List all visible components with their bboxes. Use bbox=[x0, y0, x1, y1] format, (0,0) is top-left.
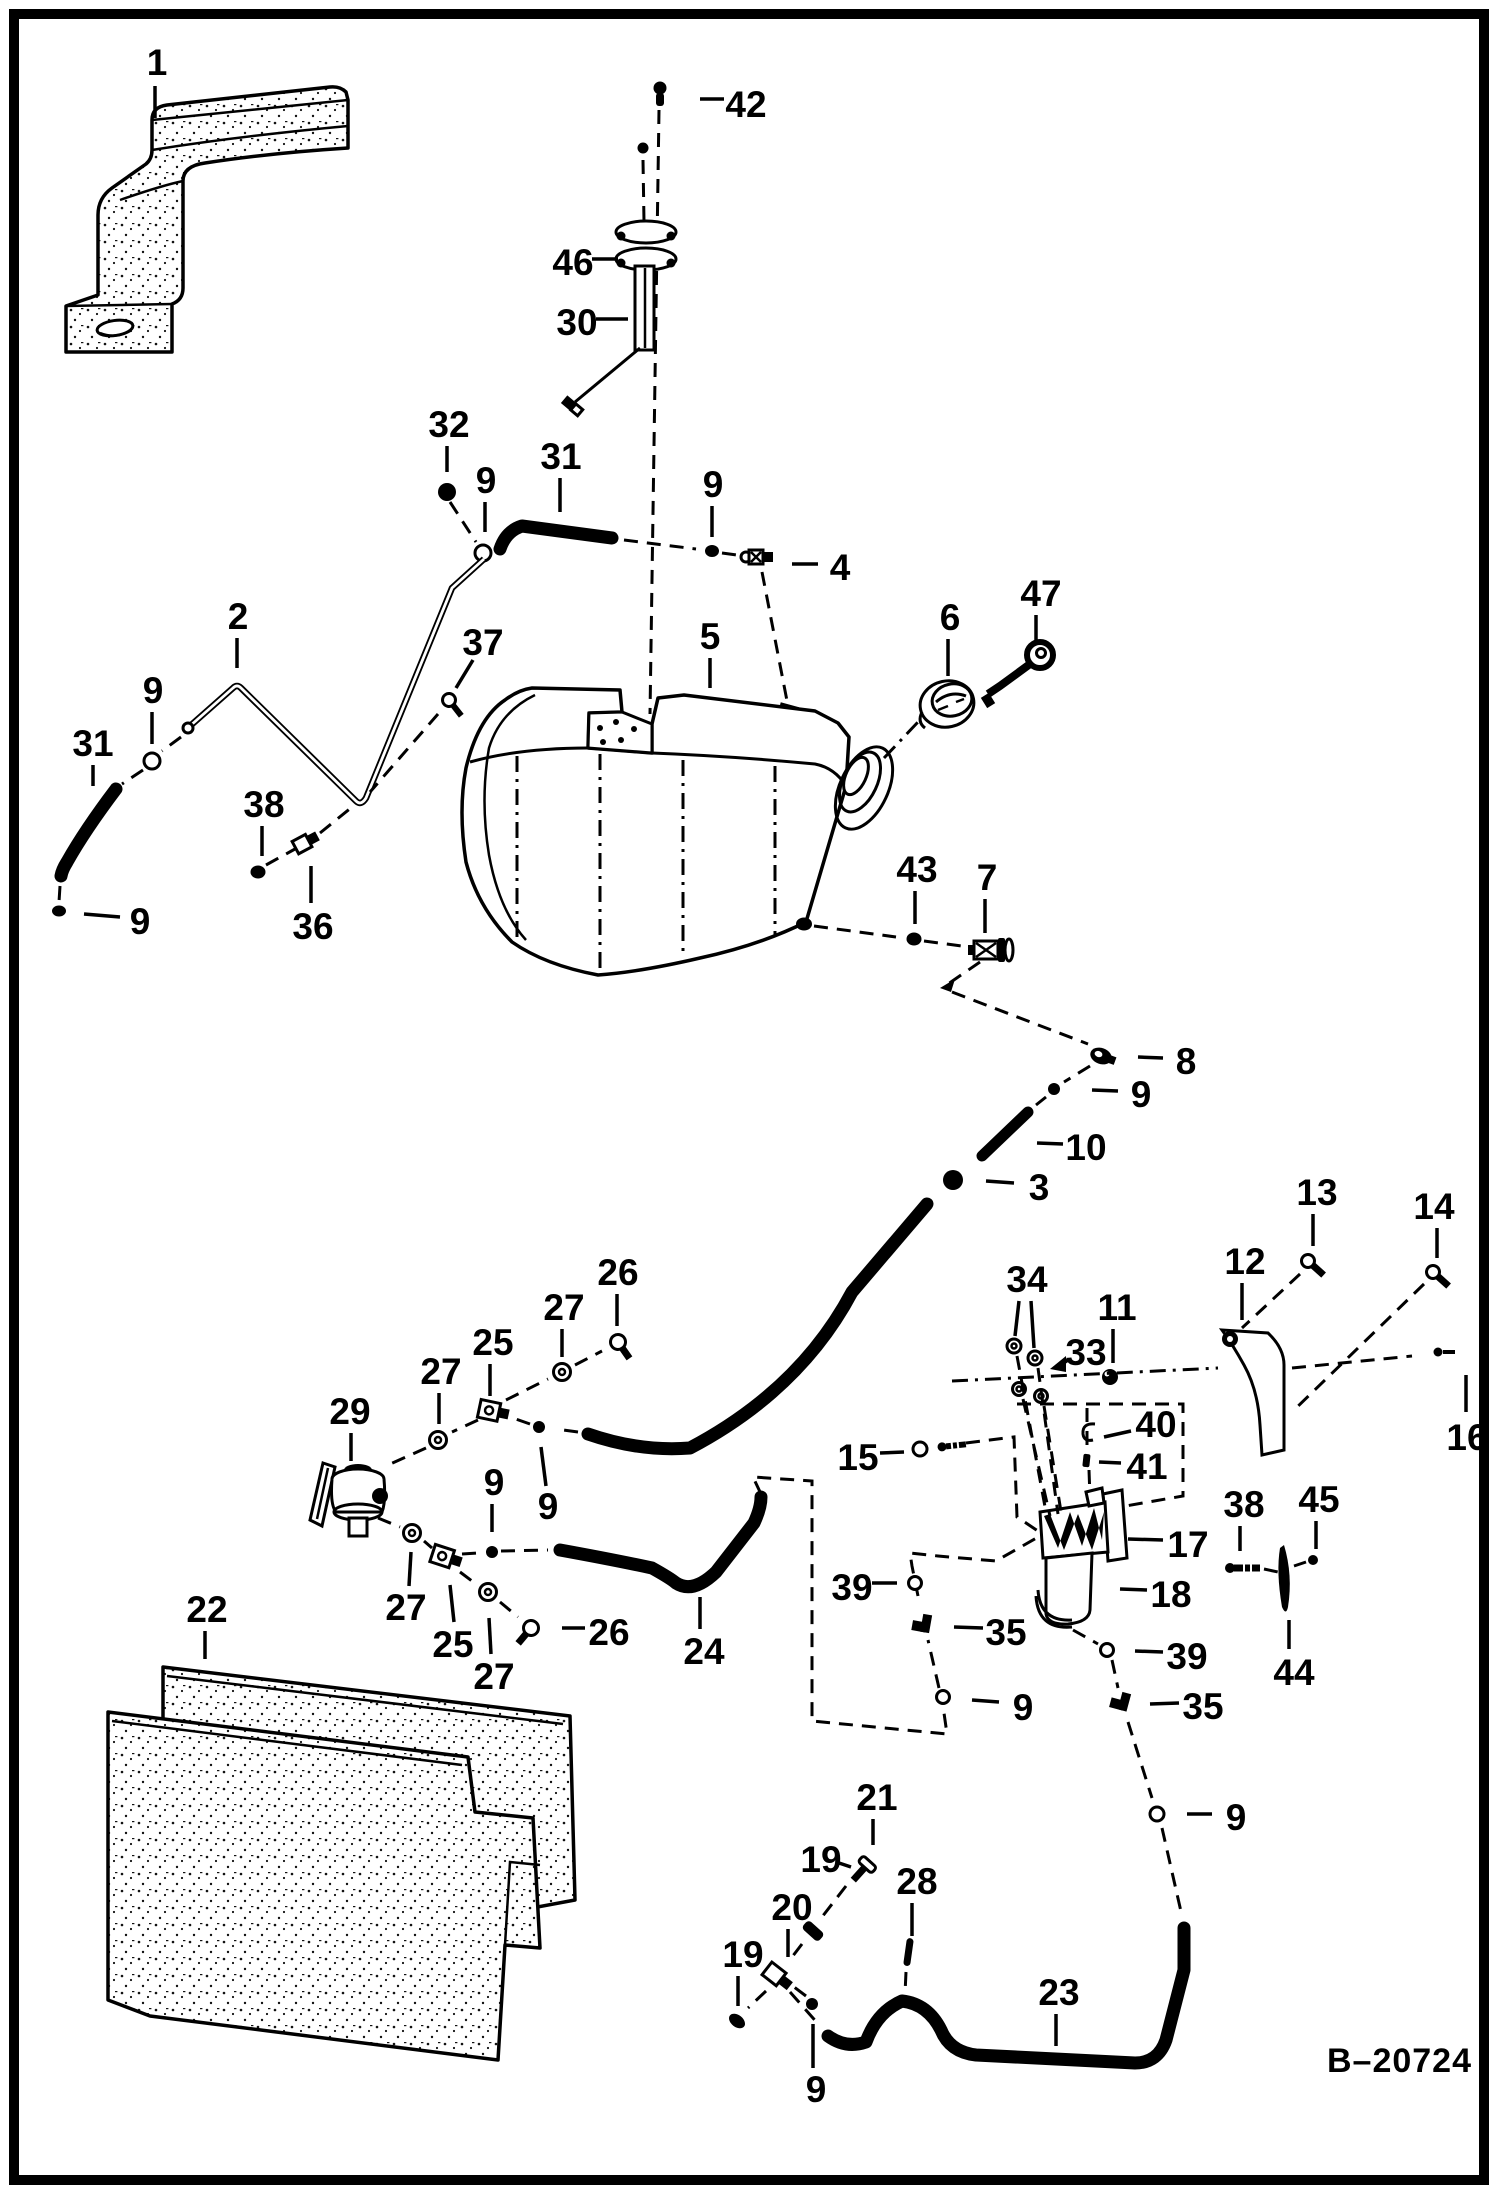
callout-19-56: 19 bbox=[722, 1934, 764, 1975]
leader-line-18 bbox=[1120, 1589, 1147, 1590]
ring-9-icon bbox=[1150, 1807, 1164, 1821]
callout-27-41: 27 bbox=[420, 1351, 462, 1392]
callout-34-25: 34 bbox=[1006, 1259, 1048, 1300]
callout-25-42: 25 bbox=[472, 1322, 514, 1363]
screw-42-icon bbox=[654, 82, 667, 95]
callout-28-57: 28 bbox=[896, 1861, 938, 1902]
callout-4-8: 4 bbox=[829, 547, 851, 588]
leader-line-9 bbox=[1092, 1090, 1118, 1091]
callout-27-47: 27 bbox=[385, 1587, 427, 1628]
washer-27-icon bbox=[554, 1364, 571, 1381]
callout-47-13: 47 bbox=[1020, 573, 1062, 614]
plug-9-icon bbox=[52, 906, 66, 917]
callout-36-17: 36 bbox=[292, 906, 334, 947]
callout-18-36: 18 bbox=[1150, 1574, 1192, 1615]
callout-27-49: 27 bbox=[473, 1656, 515, 1697]
callout-35-64: 35 bbox=[1182, 1686, 1224, 1727]
callout-35-61: 35 bbox=[985, 1612, 1027, 1653]
pin-41-icon bbox=[1082, 1454, 1090, 1468]
callout-22-52: 22 bbox=[186, 1589, 228, 1630]
callout-25-48: 25 bbox=[432, 1624, 474, 1665]
callout-39-63: 39 bbox=[1166, 1636, 1208, 1677]
leader-line-39 bbox=[1135, 1651, 1163, 1652]
callout-45-38: 45 bbox=[1298, 1479, 1340, 1520]
callout-39-60: 39 bbox=[831, 1567, 873, 1608]
callout-31-15: 31 bbox=[72, 723, 114, 764]
callout-16-31: 16 bbox=[1446, 1417, 1488, 1458]
tube-end-fitting bbox=[183, 723, 193, 733]
callout-9-58: 9 bbox=[805, 2069, 827, 2110]
callout-33-27: 33 bbox=[1065, 1332, 1107, 1373]
plug-9-icon bbox=[486, 1546, 498, 1558]
leader-line-8 bbox=[1138, 1057, 1163, 1058]
shutoff-valve-7 bbox=[968, 938, 1013, 962]
ring-39-icon bbox=[909, 1577, 922, 1590]
small-screw-icon bbox=[638, 143, 649, 154]
callout-26-44: 26 bbox=[597, 1252, 639, 1293]
alignment-dash-screw bbox=[643, 160, 644, 222]
leader-line-10 bbox=[1037, 1143, 1063, 1144]
plug-9-icon bbox=[705, 545, 719, 557]
callout-38-16: 38 bbox=[243, 784, 285, 825]
callout-10-23: 10 bbox=[1065, 1127, 1107, 1168]
plug-9-icon bbox=[1048, 1083, 1060, 1095]
callout-9-18: 9 bbox=[129, 901, 151, 942]
callout-14-30: 14 bbox=[1413, 1186, 1455, 1227]
callout-24-51: 24 bbox=[683, 1631, 725, 1672]
leader-line-15 bbox=[880, 1452, 904, 1453]
callout-30-3: 30 bbox=[556, 302, 598, 343]
callout-2-9: 2 bbox=[227, 596, 249, 637]
callout-13-29: 13 bbox=[1296, 1172, 1338, 1213]
leader-line-27 bbox=[409, 1552, 411, 1586]
callout-17-35: 17 bbox=[1167, 1524, 1209, 1565]
callout-46-2: 46 bbox=[552, 242, 594, 283]
callout-21-53: 21 bbox=[856, 1777, 898, 1818]
callout-3-24: 3 bbox=[1028, 1167, 1050, 1208]
washer-27-icon bbox=[430, 1432, 447, 1449]
grommet-43-icon bbox=[907, 933, 922, 946]
grommet-32-icon bbox=[438, 483, 456, 501]
tank-outlet-fitting bbox=[796, 918, 812, 931]
connector-3-icon bbox=[943, 1170, 963, 1190]
callout-31-6: 31 bbox=[540, 436, 582, 477]
plug-9-icon bbox=[806, 1998, 818, 2010]
callout-6-12: 6 bbox=[939, 597, 961, 638]
callout-9-22: 9 bbox=[1130, 1074, 1152, 1115]
callout-15-32: 15 bbox=[837, 1437, 879, 1478]
clamp-9-icon bbox=[144, 753, 160, 769]
callout-40-33: 40 bbox=[1135, 1404, 1177, 1445]
callout-27-43: 27 bbox=[543, 1287, 585, 1328]
leader-line-35 bbox=[954, 1627, 983, 1628]
washer-27-icon bbox=[404, 1525, 421, 1542]
plug-45-icon bbox=[1308, 1555, 1318, 1565]
callout-9-45: 9 bbox=[537, 1486, 559, 1527]
leader-line-9 bbox=[972, 1700, 999, 1702]
washer-27-icon bbox=[480, 1584, 497, 1601]
leader-line-3 bbox=[986, 1181, 1014, 1183]
callout-9-65: 9 bbox=[1225, 1797, 1247, 1838]
callout-38-37: 38 bbox=[1223, 1484, 1265, 1525]
callout-29-40: 29 bbox=[329, 1391, 371, 1432]
plug-9-icon bbox=[533, 1421, 545, 1433]
callout-41-34: 41 bbox=[1126, 1446, 1168, 1487]
callout-9-46: 9 bbox=[483, 1462, 505, 1503]
callout-32-4: 32 bbox=[428, 404, 470, 445]
leader-line-27 bbox=[489, 1618, 491, 1654]
leader-line-41 bbox=[1099, 1462, 1121, 1463]
callout-9-5: 9 bbox=[475, 460, 497, 501]
clamp-15-icon bbox=[913, 1442, 927, 1456]
drawing-number: B–20724 bbox=[1326, 2042, 1472, 2080]
callout-44-39: 44 bbox=[1273, 1652, 1315, 1693]
callout-9-14: 9 bbox=[142, 670, 164, 711]
callout-12-28: 12 bbox=[1224, 1241, 1266, 1282]
bolt-38-icon bbox=[1225, 1563, 1260, 1573]
leader-line-35 bbox=[1150, 1703, 1179, 1704]
callout-9-62: 9 bbox=[1012, 1687, 1034, 1728]
callout-26-50: 26 bbox=[588, 1612, 630, 1653]
callout-23-59: 23 bbox=[1038, 1972, 1080, 2013]
callout-20-55: 20 bbox=[771, 1887, 813, 1928]
callout-19-54: 19 bbox=[800, 1839, 842, 1880]
elbow-fitting-4 bbox=[741, 550, 773, 564]
callout-37-10: 37 bbox=[462, 622, 504, 663]
ring-9-icon bbox=[937, 1691, 950, 1704]
callout-43-19: 43 bbox=[896, 849, 938, 890]
ring-39-icon bbox=[1101, 1644, 1114, 1657]
grommet-38-icon bbox=[251, 866, 266, 879]
callout-1-0: 1 bbox=[146, 42, 168, 83]
callout-9-7: 9 bbox=[702, 464, 724, 505]
leader-line-17 bbox=[1128, 1539, 1163, 1540]
callout-8-21: 8 bbox=[1175, 1041, 1197, 1082]
callout-11-26: 11 bbox=[1097, 1287, 1137, 1328]
callout-7-20: 7 bbox=[976, 857, 998, 898]
callout-5-11: 5 bbox=[699, 616, 721, 657]
callout-42-1: 42 bbox=[725, 84, 767, 125]
